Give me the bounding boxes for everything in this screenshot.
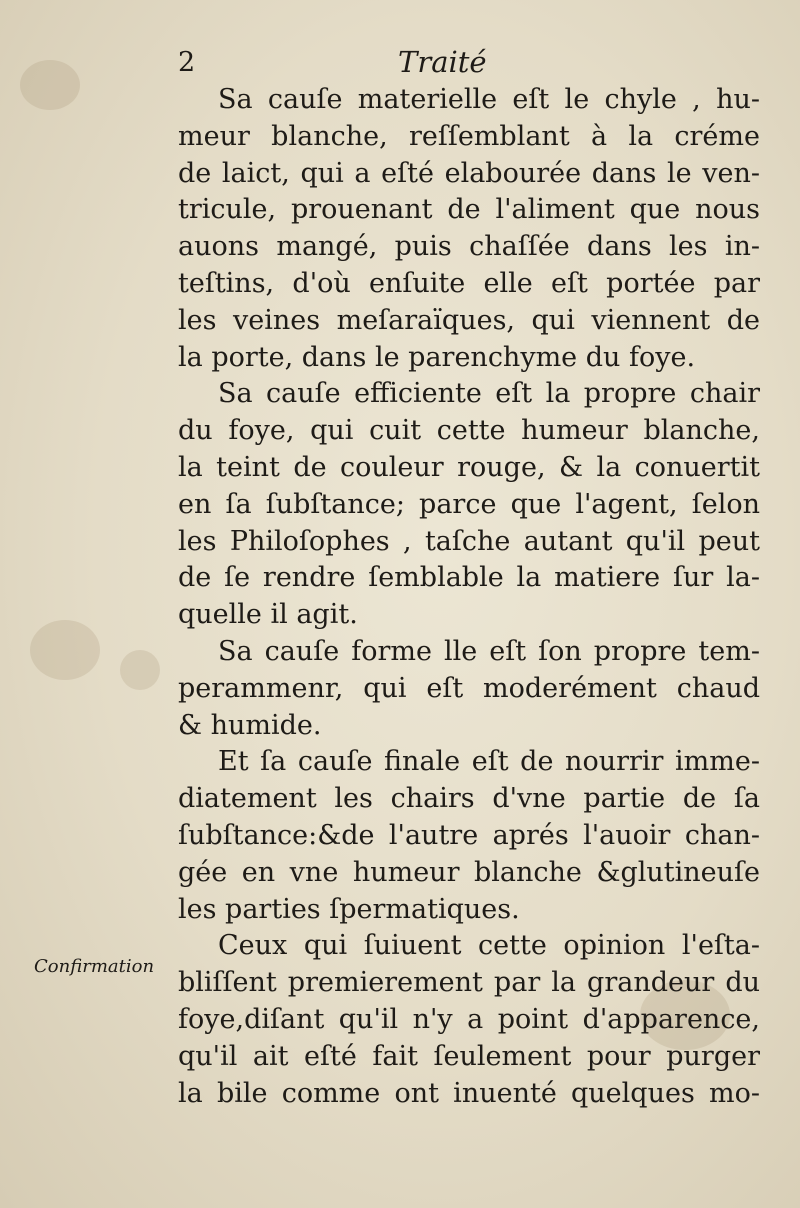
text-line: bliſſent premierement par la grandeur du: [178, 967, 760, 999]
text-line: diatement les chairs d'vne partie de ſa: [178, 783, 760, 815]
text-line: Ceux qui ſuiuent cette opinion l'eſta-: [218, 930, 760, 962]
text-line: Et ſa cauſe finale eſt de nourrir imme-: [218, 746, 760, 778]
text-line: les Philoſophes , taſche autant qu'il peut: [178, 525, 760, 557]
paper-stain: [120, 650, 160, 690]
text-line: de laict, qui a eſté elabourée dans le ven-: [178, 157, 760, 189]
text-line: foye,diſant qu'il n'y a point d'apparence,: [178, 1003, 760, 1035]
text-line: & humide.: [178, 709, 322, 741]
text-line: du foye, qui cuit cette humeur blanche,: [178, 415, 760, 447]
text-line: teſtins, d'où enſuite elle eſt portée par: [178, 267, 760, 299]
text-line: la bile comme ont inuenté quelques mo-: [178, 1077, 760, 1109]
text-line: ſubſtance:&de l'autre aprés l'auoir chan-: [178, 819, 760, 851]
text-line: Sa cauſe forme lle eſt ſon propre tem-: [218, 635, 760, 667]
text-line: quelle il agit.: [178, 599, 358, 631]
text-line: auons mangé, puis chaſſée dans les in-: [178, 231, 760, 263]
text-line: les veines meſaraïques, qui viennent de: [178, 304, 760, 336]
body-text: [178, 82, 760, 1112]
text-line: en ſa ſubſtance; parce que l'agent, ſelon: [178, 488, 760, 520]
text-line: tricule, prouenant de l'aliment que nous: [178, 194, 760, 226]
text-line: la teint de couleur rouge, & la conuertit: [178, 451, 760, 483]
paper-stain: [30, 620, 100, 680]
text-line: les parties ſpermatiques.: [178, 893, 520, 925]
text-line: qu'il ait eſté fait ſeulement pour purger: [178, 1040, 760, 1072]
paper-stain: [20, 60, 80, 110]
text-line: gée en vne humeur blanche &glutineuſe: [178, 856, 760, 888]
text-line: meur blanche, reſſemblant à la créme: [178, 120, 760, 152]
page-number: 2: [178, 47, 196, 78]
text-line: perammenr, qui eſt moderément chaud: [178, 672, 760, 704]
text-line: Sa cauſe efficiente eſt la propre chair: [218, 378, 760, 410]
running-head: Traité: [398, 45, 487, 79]
margin-note: Confirmation: [34, 956, 155, 977]
text-line: de ſe rendre ſemblable la matiere ſur la-: [178, 562, 760, 594]
text-line: Sa cauſe materielle eſt le chyle , hu-: [218, 84, 760, 115]
text-line: la porte, dans le parenchyme du foye.: [178, 341, 696, 373]
